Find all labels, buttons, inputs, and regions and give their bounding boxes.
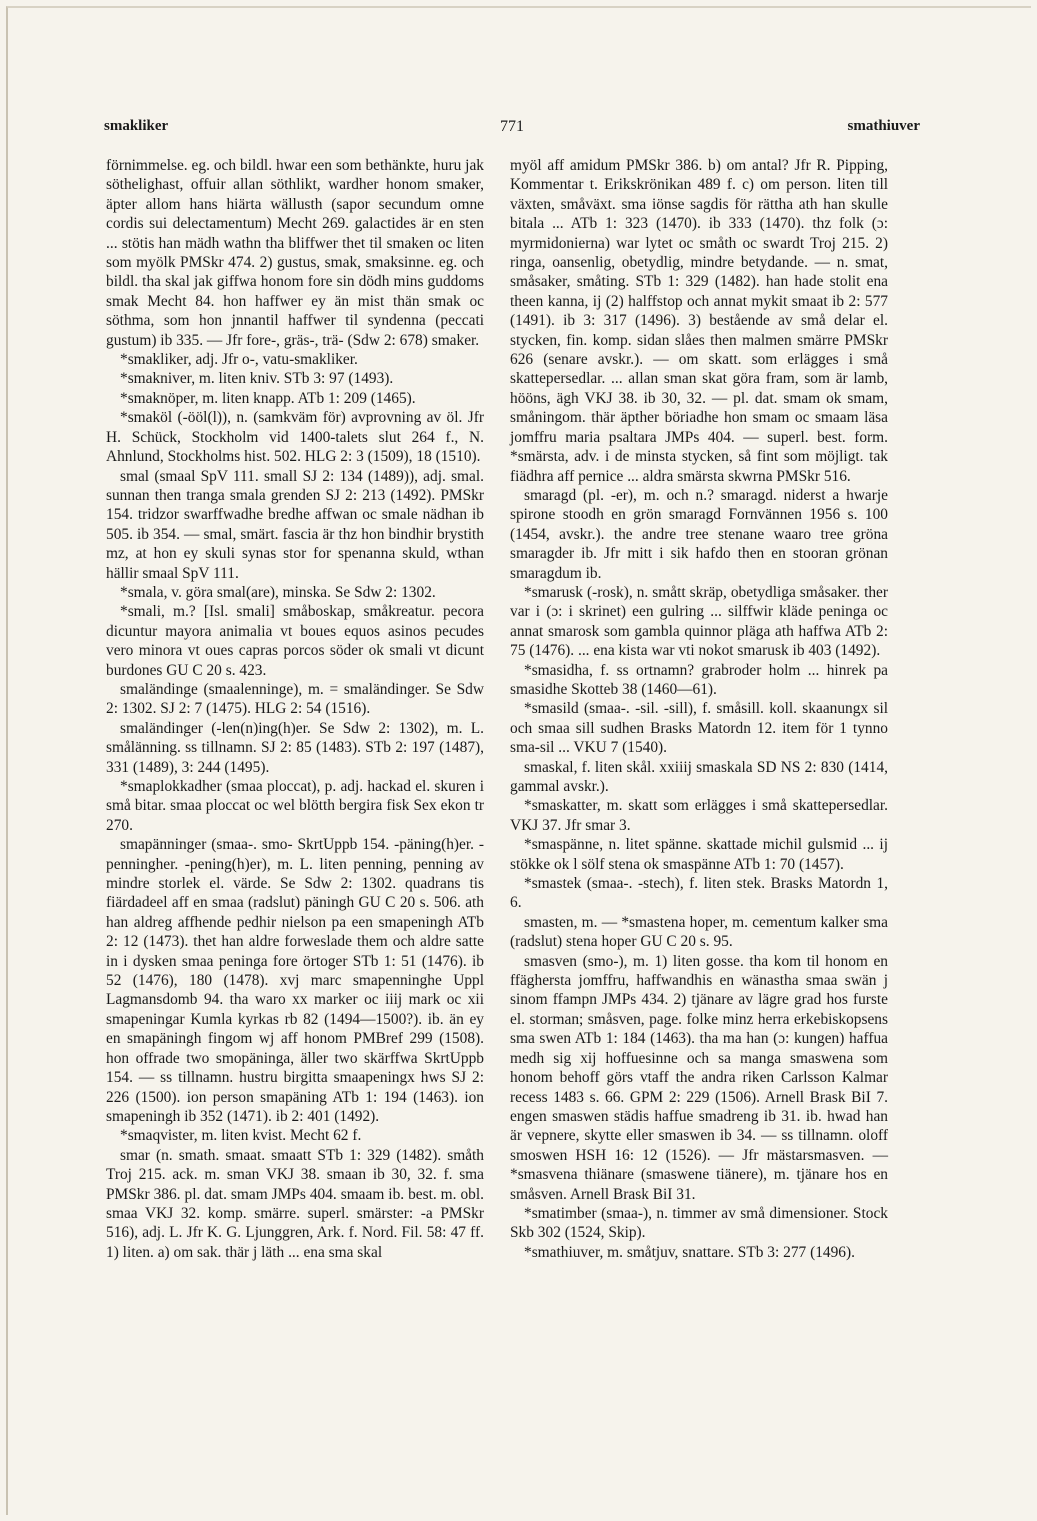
- dictionary-entry: *smastek (smaa-. -stech), f. liten stek. Brasks Matordn 1, 6.: [510, 875, 888, 912]
- dictionary-entry: *smala, v. göra smal(are), minska. Se Sdw 2: 1302.: [120, 583, 436, 601]
- dictionary-entry: *smatimber (smaa-), n. timmer av små dimensioner. Stock Skb 302 (1524, Skip).: [510, 1204, 888, 1242]
- dictionary-entry: smapänninger (smaa-. smo- SkrtUppb 154. -päning(h)er. -penningher. -pening(h)er), m. L. liten penning, penning av mindre storlek el. värde. Se Sdw 2: 1302. quadrans tis fiärdadeel aff en smaa (radslut) päningh GU C 20 s. 506. ath han aldreg affhende pedhir nielson pa een smapeningh ATb 2: 12 (1473). thet han aldre forweslade them och aldre satte in i dysken smaa peninga fore örtoger STb 1: 51 (1476). ib 52 (1476), 180 (1478). xvj marc smapenninghe Uppl Lagmansdomb 94. tha waro xx marker oc iiij mark oc xii smapeningar Kumla kyrkas rb 82 (1494—1500?). ib. än ey en smapäningh fingom wj aff honom PMBref 299 (1508). hon offrade two smopäninga, äller two skärffwa SkrtUppb 154. — ss tillnamn. hustru birgitta smaapeningx hws SJ 2: 226 (1500). ion person smapäning ATb 1: 194 (1463). ion smapeningh ib 352 (1471). ib 2: 401 (1492).: [106, 836, 484, 1125]
- dictionary-entry: smar (n. smath. smaat. smaatt STb 1: 329 (1482). småth Troj 215. ack. m. sman VKJ 38. smaan ib 30, 32. f. sma PMSkr 386. pl. dat. smam JMPs 404. smaam ib. best. m. obl. smaa VKJ 32. komp. smärre. superl. smärster: -a PMSkr 516), adj. L. Jfr K. G. Ljunggren, Ark. f. Nord. Fil. 58: 47 ff. 1) liten. a) om sak. thär j läth ... ena sma skal: [106, 1146, 484, 1261]
- dictionary-entry: *smaqvister, m. liten kvist. Mecht 62 f.: [120, 1127, 362, 1145]
- right-column: [510, 156, 888, 1262]
- dictionary-entry: *smathiuver, m. småtjuv, snattare. STb 3: 277 (1496).: [524, 1243, 855, 1261]
- dictionary-entry: förnimmelse. eg. och bildl. hwar een som bethänkte, huru jak söthelighast, offuir allan söthlikt, wardher honom smaker, äpter allom hans hiärta wällusth (sapor secundum omne cordis sui delectamentum) Mecht 269. galactides är en sten ... stötis han mädh wathn tha bliffwer thet til smaken oc liten som myölk PMSkr 474. 2) gustus, smak, smaksinne. eg. och bildl. tha skal jak giffwa honom fore sin dödh mins guddoms smak Mecht 84. hon haffwer ey än mist thän smak oc söthma, som hon jnnantil haffwer til syndenna (peccati gustum) ib 335. — Jfr fore-, gräs-, trä- (Sdw 2: 678) smaker.: [106, 157, 484, 349]
- header-right-word: smathiuver: [847, 118, 920, 134]
- header-left-word: smakliker: [104, 118, 169, 134]
- dictionary-entry: myöl aff amidum PMSkr 386. b) om antal? Jfr R. Pipping, Kommentar t. Erikskrönikan 489 f. c) om person. liten till växten, småväxt. sma iönse sagdis för rättha ath han skulle bitala ... ATb 1: 323 (1470). ib 333 (1470). thz folk (ɔ: myrmidonierna) war lytet oc småth oc swardt Troj 215. 2) ringa, oansenlig, obetydlig, mindre betydande. — n. smat, småsaker, småting. STb 1: 329 (1482). han hade stolit ena theen kanna, ij (2) halffstop och annat mykit smaat ib 2: 577 (1491). ib 3: 317 (1496). 3) bestående av små delar el. stycken, fin. komp. sidan slåes then malmen smärre PMSkr 626 (senare avskr.). — om skatt. som erlägges i små skattepersedlar. ... allan sman skat göra fram, som är lamb, hööns, ägh VKJ 38. ib 30, 32. — pl. dat. smam ok smam, småningom. thär äpther böriadhe hon smam oc smaam läsa jomffru maria psaltara JMPs 404. — superl. best. form. *smärsta, adv. i de minsta stycken, så fint som möjligt. tak fiädhra aff pernice ... aldra smärsta skwrna PMSkr 516.: [510, 157, 888, 485]
- dictionary-entry: smaragd (pl. -er), m. och n.? smaragd. niderst a hwarje spirone stoodh en grön smaragd Fornvännen 1956 s. 100 (1454, avskr.). the andre tree stenane waaro tree gröna smaragder ib. Jfr mitt i sik hafdo then en stooran grönan smaragdum ib.: [510, 486, 888, 582]
- dictionary-entry: smaländinge (smaalenninge), m. = smaländinger. Se Sdw 2: 1302. SJ 2: 7 (1475). HLG 2: 54 (1516).: [106, 680, 484, 718]
- dictionary-entry: smasten, m. — *smastena hoper, m. cementum kalker sma (radslut) stena hoper GU C 20 s. 95.: [510, 913, 888, 951]
- dictionary-entry: smaländinger (-len(n)ing(h)er. Se Sdw 2: 1302), m. L. smålänning. ss tillnamn. SJ 2: 85 (1483). STb 2: 197 (1487), 331 (1489), 3: 244 (1495).: [106, 719, 484, 776]
- dictionary-entry: *smaknöper, m. liten knapp. ATb 1: 209 (1465).: [120, 389, 416, 407]
- dictionary-entry: *smali, m.? [Isl. smali] småboskap, småkreatur. pecora dicuntur mayora animalia vt boues equos asinos pecudes vero minora vt oues capras porcos söder ok smali vt dicunt burdones GU C 20 s. 423.: [106, 603, 484, 679]
- dictionary-entry: *smaplokkadher (smaa ploccat), p. adj. hackad el. skuren i små bitar. smaa ploccat oc wel blötth bergira fisk Sex ekon tr 270.: [106, 778, 484, 834]
- page-number: 771: [500, 118, 524, 135]
- dictionary-entry: smasven (smo-), m. 1) liten gosse. tha kom til honom en ffäghersta jomffru, haffwandhis en wänastha smaa swän j sinom ffampn JMPs 434. 2) tjänare av lägre grad hos furste el. storman; småsven, page. folke minz herra erkebiskopsens sma swen ATb 1: 184 (1463). tha ma han (ɔ: kungen) haffua medh sig xij hoffuesinne och sa manga smaswena som honom behoff görs vtaff the andra riken Carlsson Kalmar recess 1483 s. 66. GPM 2: 229 (1506). Arnell Brask BiI 7. engen smaswen städis haffue smadreng ib 31. ib. hwad han är vepnere, skytte eller smaswen ib 34. — ss tillnamn. oloff smoswen HSH 16: 12 (1526). — Jfr mästarsmasven. — *smasvena thiänare (smaswene tiänere), m. tjänare hos en småsven. Arnell Brask BiI 31.: [510, 952, 888, 1203]
- dictionary-entry: *smasild (smaa-. -sil. -sill), f. småsill. koll. skaanungx sil och smaa sill sudhen Brasks Matordn 12. item för 1 tynno sma-sil ... VKU 7 (1540).: [510, 700, 888, 757]
- dictionary-entry: *smarusk (-rosk), n. smått skräp, obetydliga småsaker. ther var i (ɔ: i skrinet) een gulring ... silffwir kläde peninga oc annat smarosk som gambla quinnor pläga ath haffwa ATb 2: 75 (1476). ... ena kista war vti nokot smarusk ib 403 (1492).: [510, 583, 888, 660]
- dictionary-entry: *smasidha, f. ss ortnamn? grabroder holm ... hinrek pa smasidhe Skotteb 38 (1460—61).: [510, 661, 888, 698]
- left-column: [106, 156, 484, 1262]
- dictionary-entry: smaskal, f. liten skål. xxiiij smaskala SD NS 2: 830 (1414, gammal avskr.).: [510, 758, 888, 795]
- dictionary-entry: *smaköl (-ööl(l)), n. (samkväm för) avprovning av öl. Jfr H. Schück, Stockholm vid 1400-talets slut 264 f., N. Ahnlund, Stockholms hist. 502. HLG 2: 3 (1509), 18 (1510).: [106, 409, 484, 466]
- dictionary-entry: *smaspänne, n. litet spänne. skattade michil gulsmid ... ij stökke ok l sölf stena ok smaspänne ATb 1: 70 (1457).: [510, 836, 888, 873]
- dictionary-entry: *smaskatter, m. skatt som erlägges i små skattepersedlar. VKJ 37. Jfr smar 3.: [510, 797, 888, 834]
- dictionary-entry: smal (smaal SpV 111. small SJ 2: 134 (1489)), adj. smal. sunnan then tranga smala grenden SJ 2: 213 (1492). PMSkr 154. tridzor swarffwadhe bredhe affwan oc smale nädhan ib 505. ib 354. — smal, smärt. fascia är thz hon bindhir brystith mz, at hon ey skuli synas stor for spenanna skuld, wthan hällir smaal SpV 111.: [106, 467, 484, 582]
- dictionary-entry: *smakliker, adj. Jfr o-, vatu-smakliker.: [120, 351, 358, 369]
- dictionary-entry: *smakniver, m. liten kniv. STb 3: 97 (1493).: [120, 370, 394, 388]
